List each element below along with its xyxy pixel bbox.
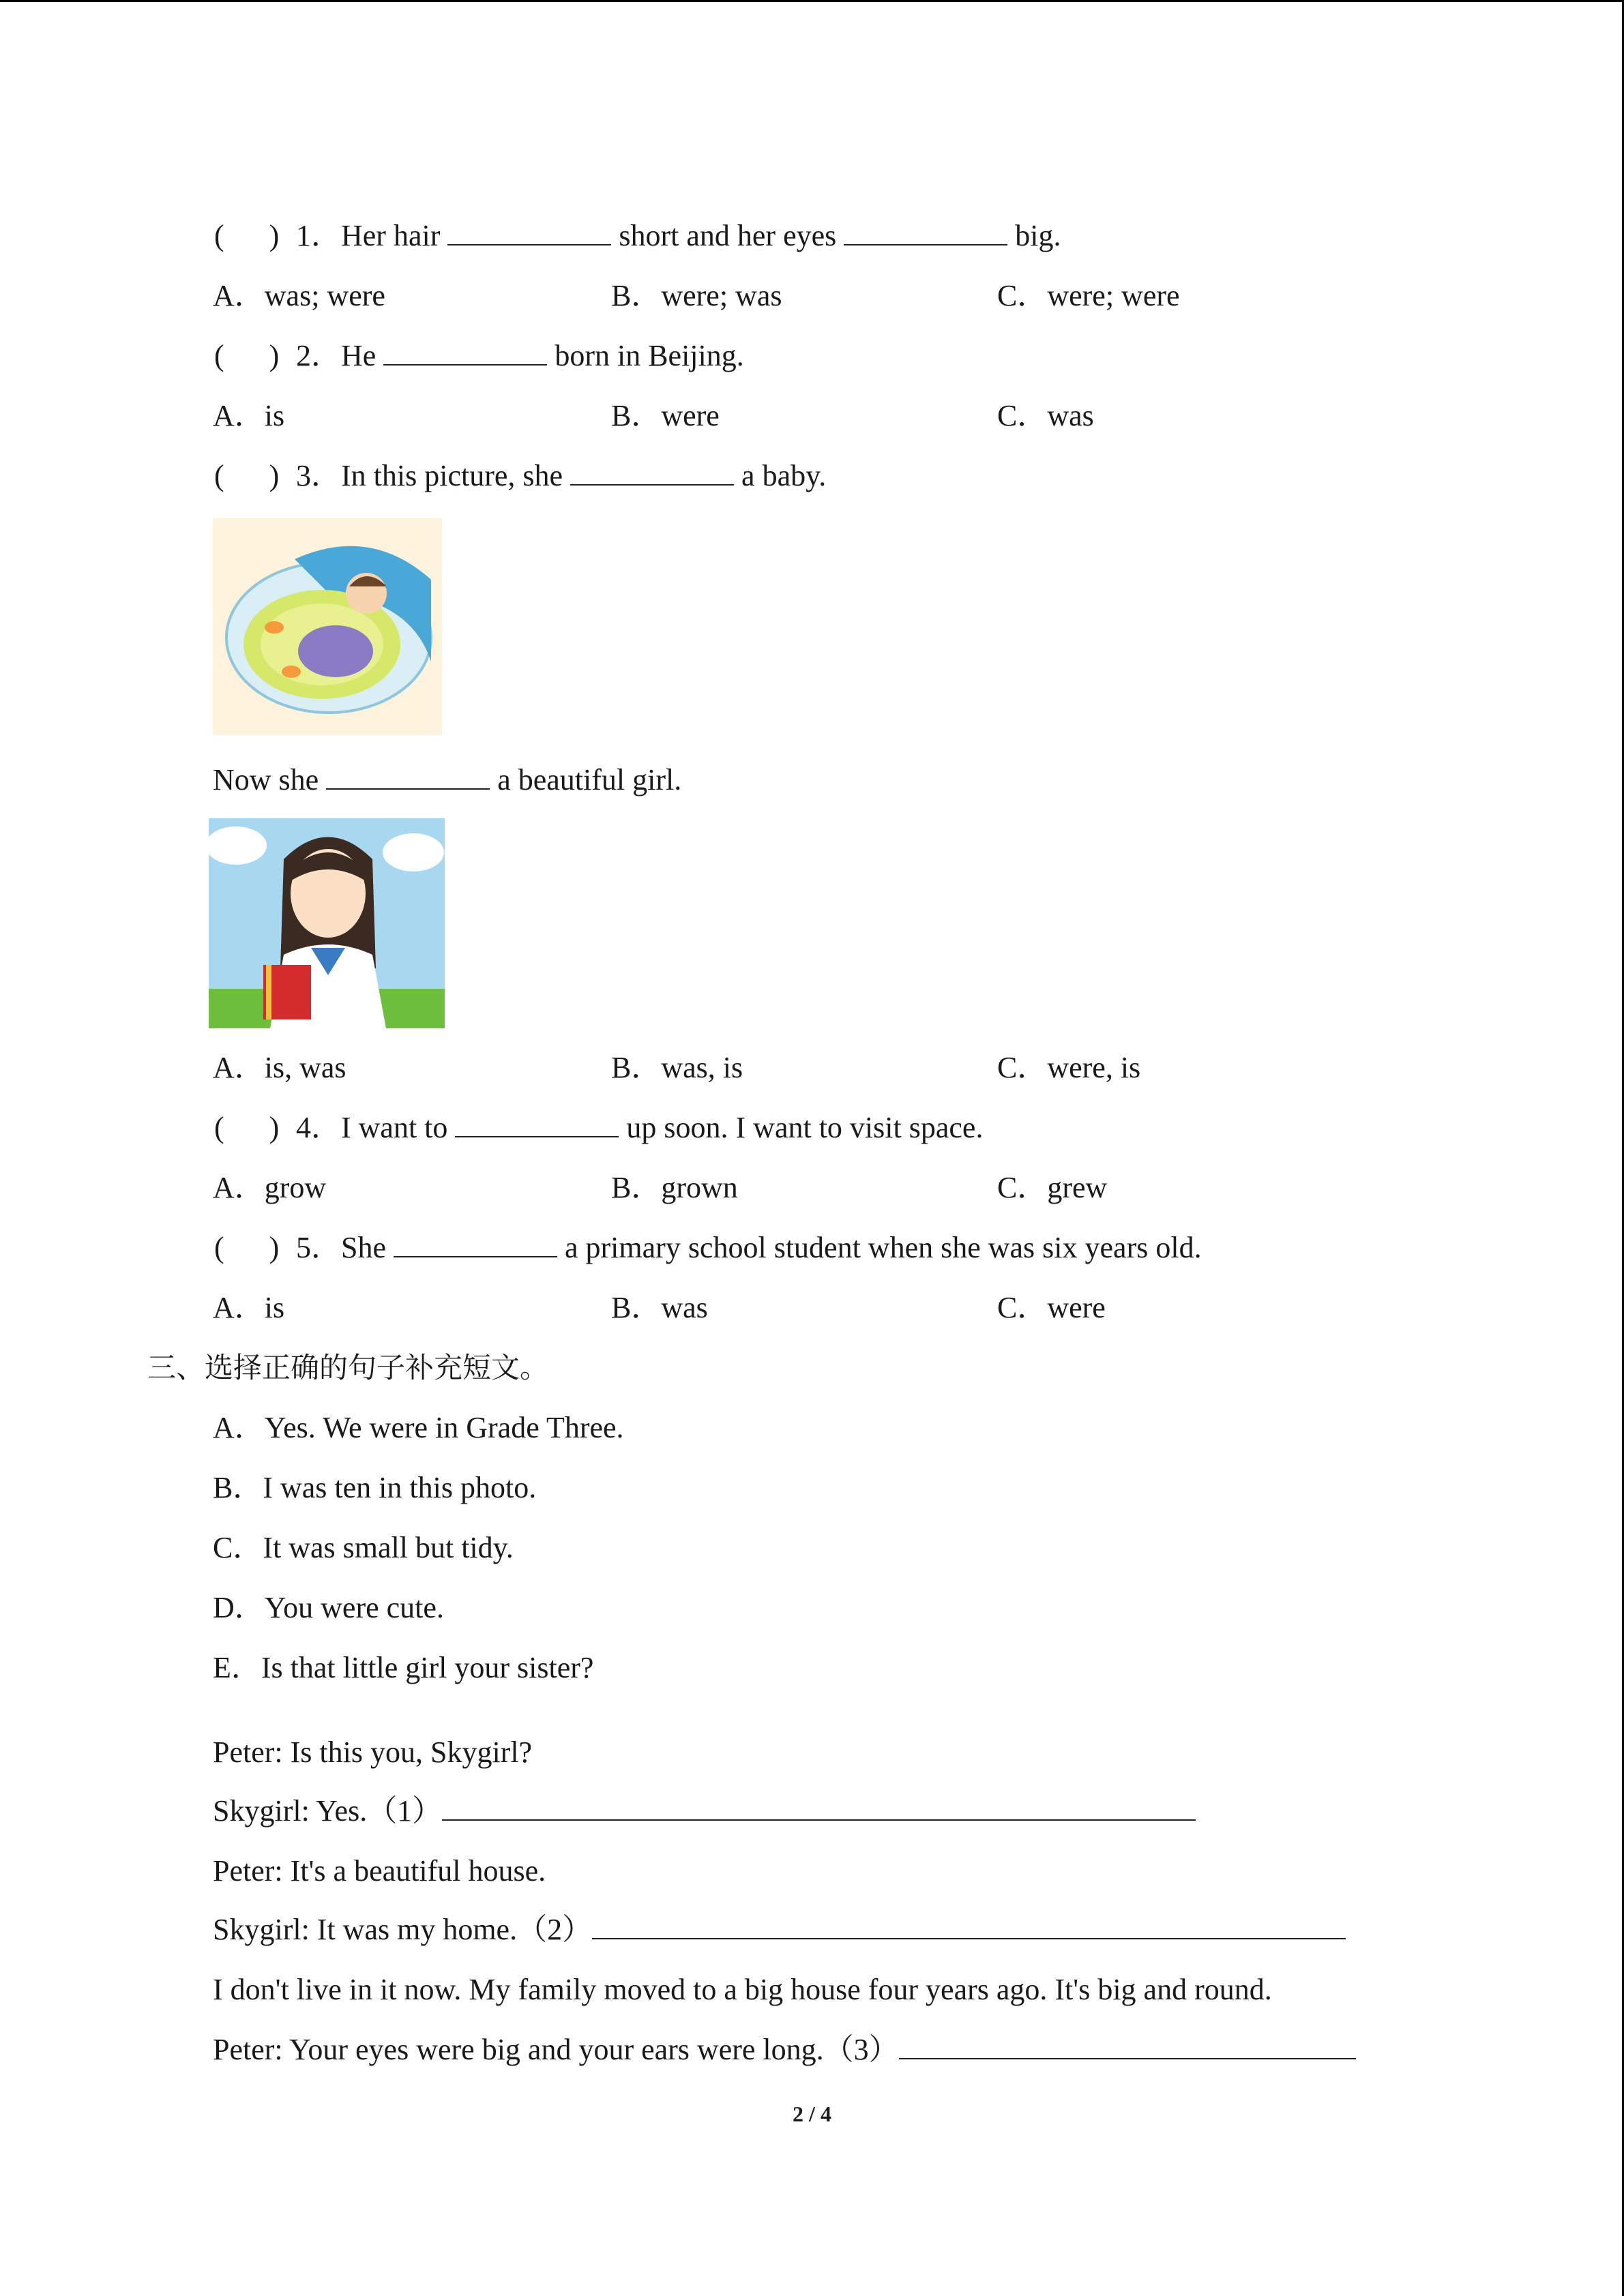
question-5: ( ) 5．She a primary school student when she was six years old. <box>214 1229 1202 1267</box>
answer-paren: ( ) <box>214 1111 280 1144</box>
option-a: A．was; were <box>213 279 385 312</box>
answer-blank-2[interactable] <box>592 1911 1346 1939</box>
option-a: A．is <box>213 399 285 432</box>
option-c: C．were; were <box>997 279 1180 312</box>
option-a: A．is <box>213 1291 285 1324</box>
option-b: B．was <box>611 1291 708 1324</box>
answer-blank-3[interactable] <box>899 2031 1356 2059</box>
choice-c: C．It was small but tidy. <box>213 1531 514 1564</box>
question-2: ( ) 2．He born in Beijing. <box>214 337 744 375</box>
page-number: 2 / 4 <box>793 2102 831 2126</box>
answer-paren: ( ) <box>214 1231 280 1264</box>
dialogue-line-5: I don't live in it now. My family moved to a big house four years ago. It's big and round. <box>213 1973 1272 2006</box>
answer-paren: ( ) <box>214 459 280 492</box>
option-b: B．was, is <box>611 1051 743 1084</box>
answer-blank[interactable] <box>383 337 547 366</box>
option-b: B．were <box>611 399 720 432</box>
option-c: C．were <box>997 1291 1106 1324</box>
answer-blank[interactable] <box>455 1109 619 1137</box>
option-a: A．is, was <box>213 1051 346 1084</box>
option-c: C．was <box>997 399 1094 432</box>
answer-blank[interactable] <box>447 217 611 245</box>
option-b: B．grown <box>611 1171 738 1204</box>
answer-paren: ( ) <box>214 339 280 372</box>
dialogue-line-6: Peter: Your eyes were big and your ears were long.（3） <box>213 2031 1356 2069</box>
question-3: ( ) 3．In this picture, she a baby. <box>214 457 826 495</box>
page-top-border <box>0 0 1624 2</box>
answer-blank[interactable] <box>570 457 734 486</box>
choice-b: B．I was ten in this photo. <box>213 1471 537 1504</box>
section-3-heading: 三、选择正确的句子补充短文。 <box>147 1351 549 1384</box>
dialogue-line-1: Peter: Is this you, Skygirl? <box>213 1735 533 1769</box>
dialogue-line-4: Skygirl: It was my home.（2） <box>213 1911 1346 1949</box>
dialogue-line-2: Skygirl: Yes.（1） <box>213 1792 1196 1830</box>
option-c: C．grew <box>997 1171 1108 1204</box>
option-b: B．were; was <box>611 279 782 312</box>
answer-blank[interactable] <box>326 761 490 790</box>
choice-a: A．Yes. We were in Grade Three. <box>213 1411 624 1444</box>
answer-blank[interactable] <box>844 217 1007 245</box>
choice-e: E．Is that little girl your sister? <box>213 1651 594 1684</box>
baby-in-cradle-image <box>213 518 442 735</box>
choice-d: D．You were cute. <box>213 1591 444 1624</box>
question-number: 1 <box>296 219 311 252</box>
girl-with-books-image <box>209 818 445 1028</box>
question-3-line-2: Now she a beautiful girl. <box>213 761 681 799</box>
dialogue-line-3: Peter: It's a beautiful house. <box>213 1854 546 1888</box>
question-number: 4 <box>296 1111 311 1144</box>
answer-paren: ( ) <box>214 219 280 252</box>
answer-blank-1[interactable] <box>442 1792 1196 1821</box>
answer-blank[interactable] <box>394 1229 557 1257</box>
question-4: ( ) 4．I want to up soon. I want to visit space. <box>214 1109 983 1147</box>
question-number: 2 <box>296 339 311 372</box>
question-number: 3 <box>296 459 311 492</box>
question-1: ( ) 1．Her hair short and her eyes big. <box>214 217 1061 255</box>
option-c: C．were, is <box>997 1051 1141 1084</box>
option-a: A．grow <box>213 1171 327 1204</box>
question-number: 5 <box>296 1231 311 1264</box>
